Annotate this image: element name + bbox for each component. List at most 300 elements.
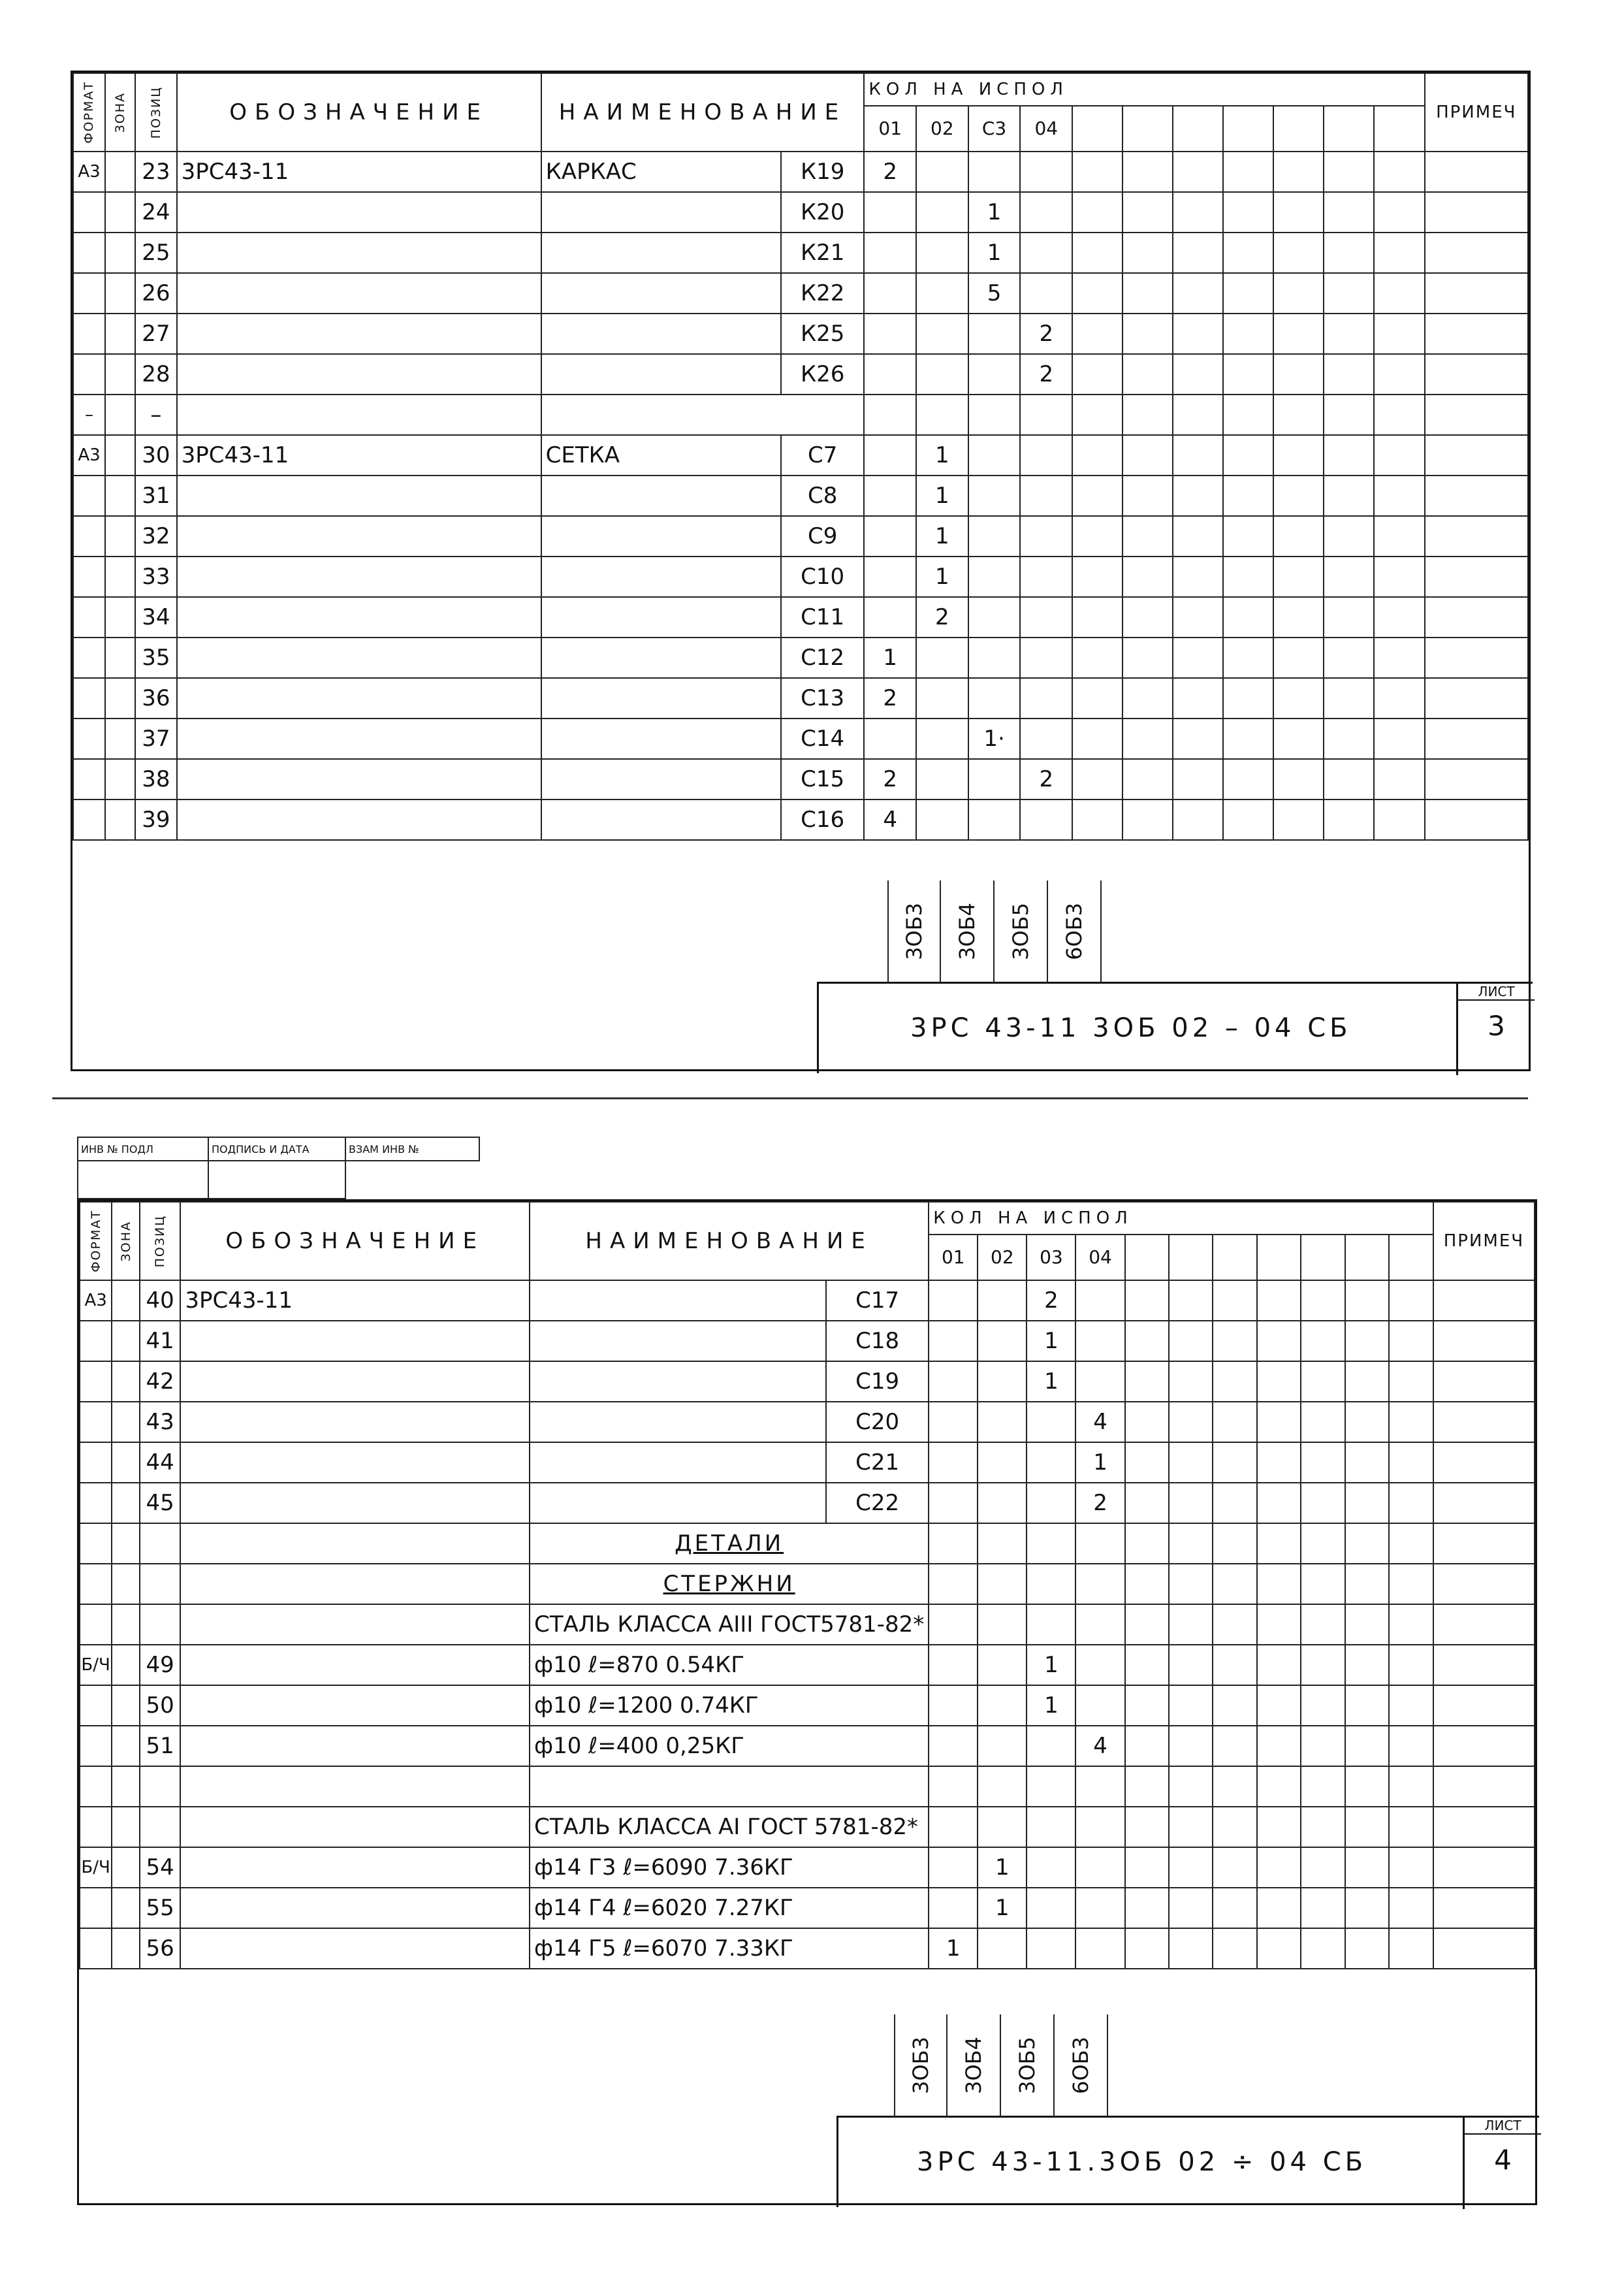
qty-2: 1 (978, 1847, 1027, 1888)
row-designation (180, 1523, 530, 1564)
qty-empty (1125, 1483, 1169, 1523)
header-format-label: ФОРМАТ (82, 81, 97, 144)
qty-empty (1213, 1280, 1256, 1321)
row-designation (180, 1928, 530, 1969)
row-note (1433, 1321, 1535, 1361)
qty-empty (1169, 1604, 1213, 1645)
row-name: ф14 Г4 ℓ=6020 7.27КГ (530, 1888, 929, 1928)
variant-code-2 (941, 880, 995, 982)
qty-empty (1223, 314, 1273, 354)
row-zone (112, 1604, 140, 1645)
qty-1 (929, 1888, 978, 1928)
qty-empty (1213, 1685, 1256, 1726)
row-note (1425, 638, 1528, 678)
header-name: НАИМЕНОВАНИЕ (541, 73, 865, 152)
qty-3 (968, 800, 1021, 840)
qty-empty (1169, 1402, 1213, 1442)
qty-4 (1020, 597, 1072, 638)
row-format: Б/Ч (80, 1847, 112, 1888)
qty-2 (916, 678, 968, 719)
qty-empty (1223, 354, 1273, 395)
stamp-replace-value[interactable] (345, 1161, 479, 1199)
variant-code-4 (1048, 880, 1102, 982)
row-note (1433, 1928, 1535, 1969)
qty-empty (1125, 1321, 1169, 1361)
qty-1: 1 (929, 1928, 978, 1969)
row-format (80, 1807, 112, 1847)
qty-empty (1301, 1807, 1345, 1847)
row-designation (177, 759, 541, 800)
qty-empty (1257, 1645, 1301, 1685)
row-zone (105, 192, 135, 233)
variant-col-2: 02 (916, 106, 968, 152)
row-position: 25 (135, 233, 176, 273)
qty-empty (1301, 1280, 1345, 1321)
row-position: 49 (140, 1645, 181, 1685)
qty-1 (929, 1483, 978, 1523)
qty-empty (1169, 1928, 1213, 1969)
qty-empty (1257, 1685, 1301, 1726)
qty-empty (1324, 192, 1374, 233)
row-designation (180, 1807, 530, 1847)
qty-4: 2 (1020, 314, 1072, 354)
row-zone (105, 354, 135, 395)
row-format (80, 1685, 112, 1726)
row-position: 44 (140, 1442, 181, 1483)
qty-empty (1301, 1726, 1345, 1766)
row-mark: С18 (826, 1321, 929, 1361)
qty-3 (968, 354, 1021, 395)
qty-empty (1273, 800, 1324, 840)
row-name (541, 800, 781, 840)
qty-4 (1075, 1928, 1124, 1969)
table-row (73, 395, 1528, 435)
qty-empty (1173, 476, 1223, 516)
qty-empty (1374, 476, 1424, 516)
qty-1 (929, 1442, 978, 1483)
qty-empty (1374, 192, 1424, 233)
qty-empty (1389, 1442, 1433, 1483)
qty-4 (1020, 152, 1072, 192)
qty-empty (1173, 152, 1223, 192)
row-designation (177, 516, 541, 557)
qty-3 (1027, 1564, 1075, 1604)
table-row (80, 1402, 1535, 1442)
header-qty: КОЛ НА ИСПОЛ (929, 1202, 1433, 1235)
row-designation (180, 1442, 530, 1483)
qty-2 (978, 1523, 1027, 1564)
row-format (73, 314, 105, 354)
qty-col-empty (1173, 106, 1223, 152)
header-format (73, 73, 105, 152)
row-designation (180, 1321, 530, 1361)
header-position (135, 73, 176, 152)
row-position: 23 (135, 152, 176, 192)
row-position: 36 (135, 678, 176, 719)
row-position: 41 (140, 1321, 181, 1361)
qty-2 (916, 354, 968, 395)
qty-empty (1301, 1442, 1345, 1483)
qty-3 (968, 759, 1021, 800)
qty-4 (1075, 1604, 1124, 1645)
qty-empty (1122, 273, 1173, 314)
row-name: ф10 ℓ=870 0.54КГ (530, 1645, 929, 1685)
variant-col-2: 02 (978, 1235, 1027, 1280)
row-note (1433, 1361, 1535, 1402)
row-format (80, 1888, 112, 1928)
stamp-sign-label: ПОДПИСЬ И ДАТА (208, 1137, 345, 1161)
qty-col-empty (1125, 1235, 1169, 1280)
row-name (530, 1280, 826, 1321)
qty-empty (1324, 678, 1374, 719)
qty-empty (1273, 557, 1324, 597)
table-row (80, 1483, 1535, 1523)
qty-2 (978, 1321, 1027, 1361)
row-zone (112, 1280, 140, 1321)
stamp-sign-value[interactable] (208, 1161, 345, 1199)
table-row (80, 1523, 1535, 1564)
row-mark: С12 (781, 638, 864, 678)
qty-3 (1027, 1807, 1075, 1847)
row-position: 26 (135, 273, 176, 314)
qty-empty (1324, 395, 1374, 435)
variant-code-4 (1055, 2014, 1108, 2116)
row-mark: К25 (781, 314, 864, 354)
sheet-number: 4 (1494, 2144, 1512, 2176)
qty-2: 1 (916, 476, 968, 516)
qty-empty (1374, 557, 1424, 597)
qty-empty (1345, 1766, 1389, 1807)
row-format (73, 233, 105, 273)
table-row (80, 1604, 1535, 1645)
table-row (73, 273, 1528, 314)
qty-empty (1345, 1361, 1389, 1402)
qty-4 (1020, 233, 1072, 273)
row-mark: С21 (826, 1442, 929, 1483)
qty-empty (1125, 1523, 1169, 1564)
row-position: 56 (140, 1928, 181, 1969)
header-zone-label: ЗОНА (113, 91, 128, 133)
qty-3 (968, 597, 1021, 638)
qty-empty (1122, 516, 1173, 557)
qty-3 (1027, 1483, 1075, 1523)
qty-empty (1125, 1564, 1169, 1604)
variant-col-1: 01 (929, 1235, 978, 1280)
qty-empty (1173, 354, 1223, 395)
qty-empty (1173, 719, 1223, 759)
row-position: – (135, 395, 176, 435)
row-format (80, 1604, 112, 1645)
qty-empty (1173, 314, 1223, 354)
row-format (73, 273, 105, 314)
sheet-3 (71, 71, 1531, 1071)
qty-4 (1020, 678, 1072, 719)
variant-col-1: 01 (864, 106, 916, 152)
header-zone (105, 73, 135, 152)
qty-3 (968, 638, 1021, 678)
row-designation (180, 1564, 530, 1604)
qty-empty (1122, 314, 1173, 354)
row-note (1425, 273, 1528, 314)
variant-code-1 (894, 2014, 947, 2116)
qty-empty (1345, 1685, 1389, 1726)
qty-empty (1374, 233, 1424, 273)
row-position: 39 (135, 800, 176, 840)
row-format (73, 192, 105, 233)
qty-empty (1072, 314, 1122, 354)
qty-empty (1345, 1847, 1389, 1888)
qty-3 (1027, 1604, 1075, 1645)
qty-empty (1213, 1726, 1256, 1766)
row-designation (177, 476, 541, 516)
qty-empty (1169, 1564, 1213, 1604)
row-position: 54 (140, 1847, 181, 1888)
row-mark: К19 (781, 152, 864, 192)
row-format: А3 (80, 1280, 112, 1321)
row-position: 51 (140, 1726, 181, 1766)
row-designation (177, 192, 541, 233)
qty-empty (1213, 1361, 1256, 1402)
qty-1 (864, 314, 916, 354)
qty-1: 2 (864, 678, 916, 719)
qty-col-empty (1257, 1235, 1301, 1280)
qty-empty (1345, 1726, 1389, 1766)
stamp-inv-value[interactable] (78, 1161, 208, 1199)
qty-3: 1· (968, 719, 1021, 759)
qty-3 (1027, 1402, 1075, 1442)
qty-2: 2 (916, 597, 968, 638)
variant-col-3: 03 (1027, 1235, 1075, 1280)
qty-empty (1223, 678, 1273, 719)
qty-2 (978, 1564, 1027, 1604)
row-mark: С14 (781, 719, 864, 759)
row-mark: С20 (826, 1402, 929, 1442)
row-note (1425, 557, 1528, 597)
table-row (73, 678, 1528, 719)
row-note (1425, 800, 1528, 840)
row-zone (105, 597, 135, 638)
row-note (1433, 1685, 1535, 1726)
row-zone (112, 1928, 140, 1969)
qty-3: 1 (1027, 1645, 1075, 1685)
qty-empty (1301, 1321, 1345, 1361)
row-mark: С10 (781, 557, 864, 597)
row-note (1433, 1280, 1535, 1321)
row-note (1433, 1604, 1535, 1645)
row-note (1425, 395, 1528, 435)
qty-1 (929, 1726, 978, 1766)
qty-empty (1173, 638, 1223, 678)
qty-empty (1257, 1807, 1301, 1847)
qty-empty (1273, 476, 1324, 516)
qty-empty (1122, 557, 1173, 597)
qty-4 (1020, 719, 1072, 759)
qty-col-empty (1374, 106, 1424, 152)
row-name (530, 1361, 826, 1402)
row-designation (180, 1361, 530, 1402)
stamp-inv-label: ИНВ № ПОДЛ (78, 1137, 208, 1161)
qty-empty (1389, 1888, 1433, 1928)
sheet-4 (77, 1199, 1537, 2205)
qty-2 (978, 1442, 1027, 1483)
qty-4 (1020, 557, 1072, 597)
qty-empty (1125, 1807, 1169, 1847)
row-position: 55 (140, 1888, 181, 1928)
row-designation (177, 273, 541, 314)
qty-empty (1257, 1402, 1301, 1442)
qty-2 (916, 800, 968, 840)
row-designation (180, 1888, 530, 1928)
qty-empty (1389, 1928, 1433, 1969)
qty-empty (1223, 395, 1273, 435)
table-row (73, 597, 1528, 638)
qty-1 (929, 1321, 978, 1361)
qty-3 (1027, 1442, 1075, 1483)
qty-empty (1301, 1645, 1345, 1685)
qty-empty (1257, 1361, 1301, 1402)
qty-empty (1213, 1523, 1256, 1564)
qty-empty (1374, 638, 1424, 678)
variant-col-3: С3 (968, 106, 1021, 152)
row-designation (177, 638, 541, 678)
qty-empty (1273, 678, 1324, 719)
qty-1 (929, 1361, 978, 1402)
row-mark: С11 (781, 597, 864, 638)
row-note (1433, 1726, 1535, 1766)
row-zone (112, 1685, 140, 1726)
row-format: Б/Ч (80, 1645, 112, 1685)
qty-empty (1374, 800, 1424, 840)
qty-4: 4 (1075, 1402, 1124, 1442)
row-name (541, 273, 781, 314)
table-row (80, 1888, 1535, 1928)
qty-empty (1345, 1807, 1389, 1847)
qty-empty (1374, 597, 1424, 638)
qty-empty (1122, 678, 1173, 719)
qty-empty (1389, 1361, 1433, 1402)
qty-4 (1020, 516, 1072, 557)
qty-empty (1257, 1766, 1301, 1807)
qty-empty (1257, 1928, 1301, 1969)
qty-empty (1213, 1442, 1256, 1483)
qty-empty (1125, 1361, 1169, 1402)
qty-empty (1122, 759, 1173, 800)
qty-empty (1125, 1442, 1169, 1483)
row-zone (105, 314, 135, 354)
qty-empty (1345, 1645, 1389, 1685)
qty-1 (864, 476, 916, 516)
qty-empty (1173, 395, 1223, 435)
table-row (73, 719, 1528, 759)
table-row (73, 516, 1528, 557)
row-designation: 3РС43-11 (177, 152, 541, 192)
row-position: 43 (140, 1402, 181, 1442)
qty-1 (864, 354, 916, 395)
qty-empty (1213, 1766, 1256, 1807)
qty-col-empty (1389, 1235, 1433, 1280)
qty-empty (1122, 192, 1173, 233)
qty-1: 4 (864, 800, 916, 840)
sheet-label: ЛИСТ (1465, 2118, 1541, 2135)
row-designation (180, 1402, 530, 1442)
table-row (80, 1847, 1535, 1888)
qty-4 (1075, 1888, 1124, 1928)
table-row (80, 1280, 1535, 1321)
row-note (1425, 476, 1528, 516)
qty-empty (1257, 1280, 1301, 1321)
qty-empty (1223, 557, 1273, 597)
qty-empty (1213, 1564, 1256, 1604)
qty-empty (1301, 1483, 1345, 1523)
qty-empty (1273, 233, 1324, 273)
table-row (73, 152, 1528, 192)
qty-col-empty (1345, 1235, 1389, 1280)
qty-4 (1075, 1280, 1124, 1321)
qty-3 (1027, 1928, 1075, 1969)
row-designation (177, 354, 541, 395)
row-name (541, 719, 781, 759)
row-zone (105, 516, 135, 557)
row-position: 31 (135, 476, 176, 516)
qty-empty (1301, 1402, 1345, 1442)
qty-empty (1223, 800, 1273, 840)
row-designation (180, 1483, 530, 1523)
variant-code-label: 6ОБ3 (1062, 902, 1087, 960)
qty-col-empty (1213, 1235, 1256, 1280)
row-zone (112, 1726, 140, 1766)
row-name: СЕТКА (541, 435, 781, 476)
qty-1: 2 (864, 759, 916, 800)
qty-empty (1324, 557, 1374, 597)
qty-empty (1122, 597, 1173, 638)
qty-2 (916, 638, 968, 678)
row-zone (112, 1361, 140, 1402)
row-zone (105, 152, 135, 192)
row-designation (180, 1645, 530, 1685)
table-row (80, 1766, 1535, 1807)
qty-2 (916, 314, 968, 354)
qty-2 (978, 1685, 1027, 1726)
header-designation: ОБОЗНАЧЕНИЕ (180, 1202, 530, 1280)
row-mark: С8 (781, 476, 864, 516)
row-format (80, 1523, 112, 1564)
qty-empty (1324, 435, 1374, 476)
row-zone (105, 638, 135, 678)
qty-1: 2 (864, 152, 916, 192)
row-designation (177, 597, 541, 638)
qty-empty (1169, 1523, 1213, 1564)
qty-empty (1273, 435, 1324, 476)
header-position-label: ПОЗИЦ (148, 86, 163, 139)
table-row (80, 1807, 1535, 1847)
qty-empty (1257, 1321, 1301, 1361)
qty-empty (1173, 800, 1223, 840)
qty-empty (1169, 1766, 1213, 1807)
qty-empty (1072, 395, 1122, 435)
qty-col-empty (1273, 106, 1324, 152)
row-zone (105, 435, 135, 476)
qty-3: 1 (1027, 1321, 1075, 1361)
qty-empty (1345, 1321, 1389, 1361)
qty-empty (1301, 1685, 1345, 1726)
row-note (1425, 354, 1528, 395)
row-note (1433, 1888, 1535, 1928)
qty-1 (929, 1402, 978, 1442)
qty-empty (1213, 1847, 1256, 1888)
qty-empty (1169, 1685, 1213, 1726)
variant-code-label: 3ОБ4 (955, 902, 979, 960)
qty-2 (978, 1280, 1027, 1321)
